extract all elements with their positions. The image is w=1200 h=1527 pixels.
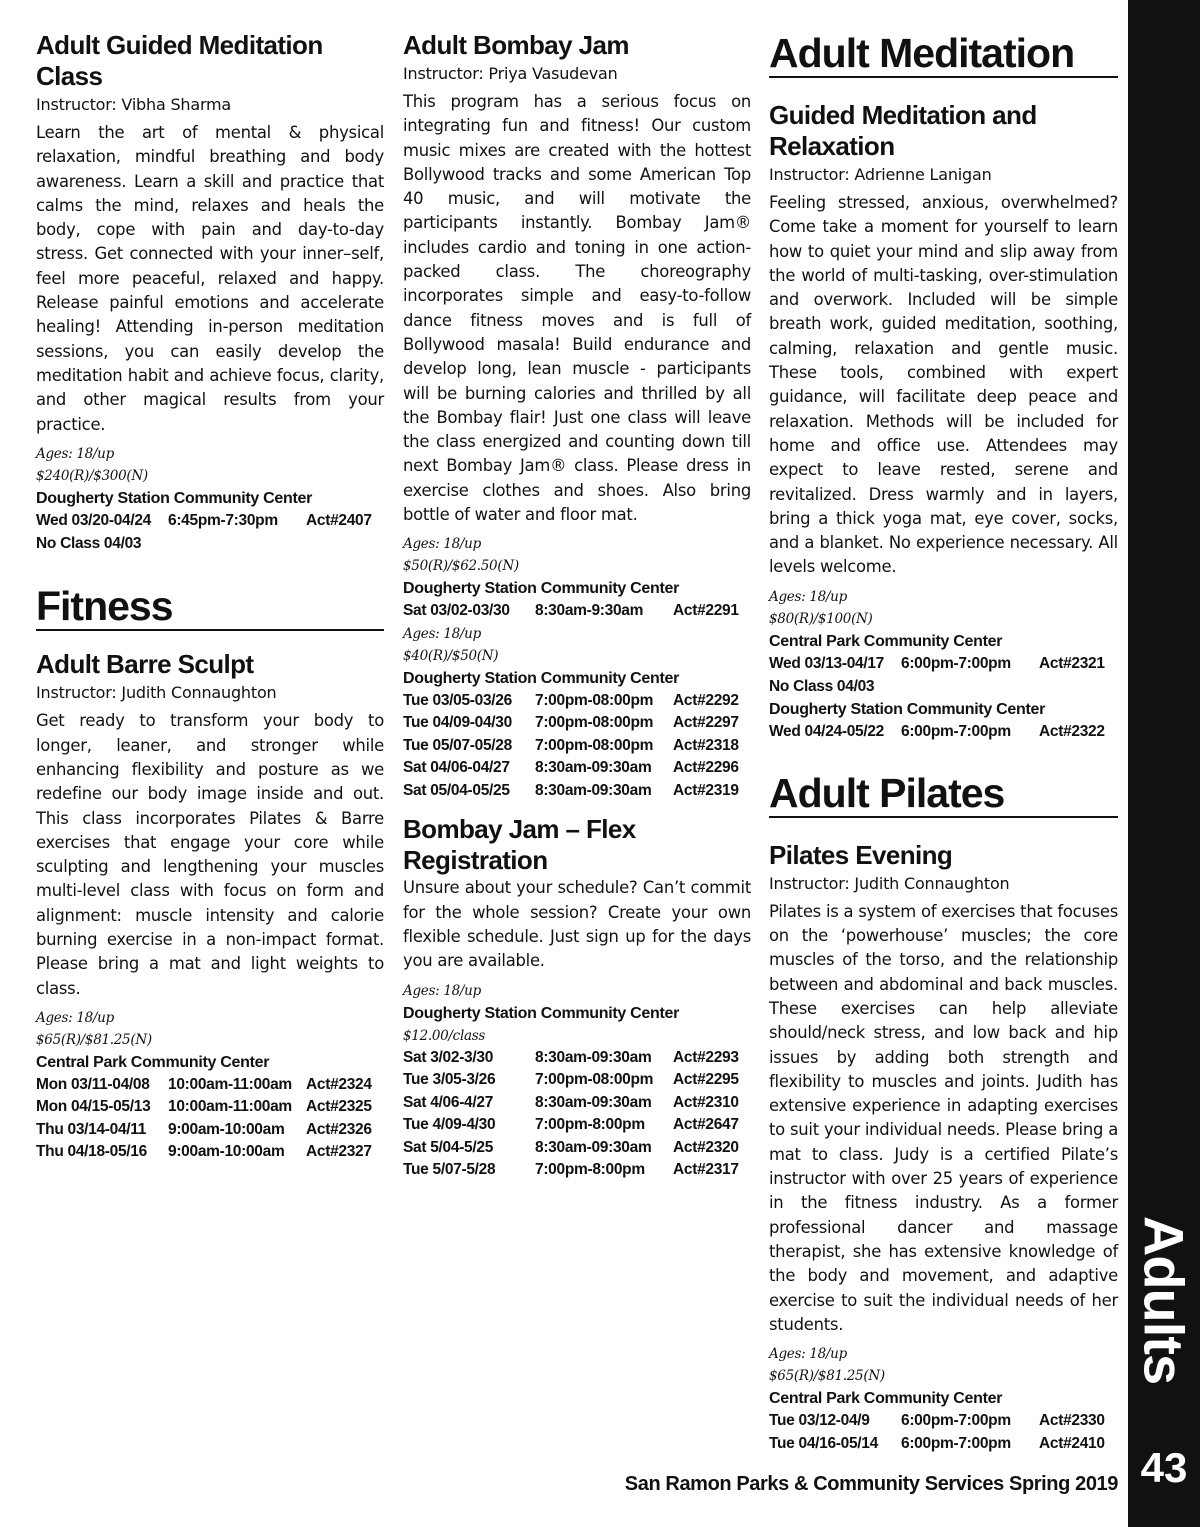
session-time: 8:30am-9:30am [535, 602, 644, 620]
session-row [403, 780, 751, 803]
activity-number: Act#2319 [673, 781, 739, 799]
activity-number: Act#2317 [673, 1161, 739, 1179]
class-title: Pilates Evening [769, 839, 953, 870]
session-row [403, 735, 751, 758]
session-time: 6:00pm-7:00pm [901, 1412, 1011, 1430]
session-days: Sat 3/02-3/30 [403, 1048, 494, 1066]
ages: Ages: 18/up [36, 445, 114, 462]
session-days: Sat 4/06-4/27 [403, 1093, 494, 1111]
ages: Ages: 18/up [403, 536, 481, 553]
column-right [769, 30, 1118, 1455]
class-description: Get ready to transform your body to longer, leaner, and stronger while enhancing flexibility and posture as we redefine our body image inside and out. This class incorporates Pilates & Barre exercises that engage your core while sculpting and lengthening your muscles multi-level class with focus on form and alignment: muscle intensity and calorie burning exercise in a non-impact format. Please bring a mat and light weights to class. [36, 711, 384, 998]
section-heading: Adult Pilates [769, 770, 1118, 818]
session-time: 7:00pm-8:00pm [535, 1161, 645, 1179]
session-days: Tue 3/05-3/26 [403, 1071, 496, 1089]
location: Central Park Community Center [769, 1390, 1003, 1408]
location: Dougherty Station Community Center [403, 580, 680, 598]
activity-number: Act#2410 [1039, 1434, 1105, 1452]
activity-number: Act#2324 [306, 1075, 372, 1093]
session-days: Tue 03/12-04/9 [769, 1412, 870, 1430]
session-row [403, 1114, 751, 1137]
section-heading: Adult Meditation [769, 30, 1118, 78]
session-time: 8:30am-09:30am [535, 759, 652, 777]
instructor: Instructor: Judith Connaughton [36, 683, 277, 703]
session-days: Sat 5/04-5/25 [403, 1138, 494, 1156]
session-time: 9:00am-10:00am [168, 1120, 285, 1138]
session-days: Wed 04/24-05/22 [769, 723, 884, 741]
session-days: Sat 03/02-03/30 [403, 602, 510, 620]
session-time: 8:30am-09:30am [535, 1138, 652, 1156]
class-description: Pilates is a system of exercises that focuses on the ‘powerhouse’ muscles; the core muscles of the torso, and the relationship between and abdominal and back muscles. These exercises can help alleviate should/neck stress, and low back and hip issues by adding both strength and flexibility to muscles and joints. Judith has extensive experience in adapting exercises to suit your individual needs. Please bring a mat to class. Judy is a certified Pilate’s instructor with over 25 years of experience in the fitness industry. As a former professional dancer and massage therapist, she has extensive knowledge of the body and movement, and adaptive exercise to suit the individual needs of her students. [769, 901, 1118, 1334]
ages: Ages: 18/up [36, 1009, 114, 1026]
session-time: 7:00pm-08:00pm [535, 1071, 654, 1089]
instructor: Instructor: Adrienne Lanigan [769, 165, 992, 184]
page-number: 43 [1140, 1444, 1188, 1491]
activity-number: Act#2292 [673, 691, 739, 709]
instructor: Instructor: Judith Connaughton [769, 873, 1010, 893]
activity-number: Act#2318 [673, 736, 739, 754]
session-days: Tue 4/09-4/30 [403, 1116, 496, 1134]
session-row [403, 1047, 751, 1070]
session-days: Wed 03/20-04/24 [36, 511, 151, 529]
session-days: Mon 03/11-04/08 [36, 1075, 150, 1093]
session-time: 10:00am-11:00am [168, 1098, 292, 1116]
no-class-note: No Class 04/03 [36, 535, 142, 553]
class-description: Learn the art of mental & physical relaxation, mindful breathing and body awareness. Learn a skill and practice that calms the mind, relaxes and heals the body, cope with pain and day-to-day stress. Get connected with your inner–self, feel more peaceful, relaxed and happy. Release painful emotions and accelerate healing! Attending in-person meditation sessions, you can easily develop the meditation habit and achieve focus, clarity, and other magical results from your practice. [36, 123, 384, 434]
activity-number: Act#2293 [673, 1048, 739, 1066]
session-row [403, 757, 751, 780]
fee: $12.00/class [403, 1027, 485, 1044]
session-row [403, 1137, 751, 1160]
session-days: Tue 04/16-05/14 [769, 1434, 878, 1452]
activity-number: Act#2321 [1039, 654, 1105, 672]
activity-number: Act#2330 [1039, 1412, 1105, 1430]
session-days: Sat 04/06-04/27 [403, 759, 510, 777]
fee: $65(R)/$81.25(N) [36, 1031, 152, 1048]
fee: $80(R)/$100(N) [769, 610, 873, 627]
section-tab [1128, 1180, 1200, 1420]
session-row [769, 721, 1118, 744]
session-row [36, 1096, 384, 1119]
section-tab-label: Adults [1132, 1215, 1196, 1385]
ages: Ages: 18/up [403, 625, 481, 642]
session-row [36, 510, 384, 533]
class-description: This program has a serious focus on integrating fun and fitness! Our custom music mixes are created with the hottest Bollywood tracks and some American Top 40 music, and will motivate the participants instantly. Bombay Jam® includes cardio and toning in one action-packed class. The choreography incorporates simple and easy-to-follow dance fitness moves and is full of Bollywood masala! Build endurance and develop long, lean muscle - participants will be burning calories and thrilled by all the Bombay flair! Just one class will leave the class energized and counting down till next Bombay Jam® class. Please dress in exercise clothes and shoes. Also bring bottle of water and floor mat. [403, 92, 751, 525]
session-time: 7:00pm-08:00pm [535, 714, 654, 732]
location: Dougherty Station Community Center [769, 701, 1046, 719]
activity-number: Act#2310 [673, 1093, 739, 1111]
instructor: Instructor: Priya Vasudevan [403, 64, 618, 83]
session-row [403, 1069, 751, 1092]
instructor: Instructor: Vibha Sharma [36, 95, 232, 114]
session-days: Mon 04/15-05/13 [36, 1098, 151, 1116]
session-row [36, 1119, 384, 1142]
session-time: 6:45pm-7:30pm [168, 511, 278, 529]
location: Central Park Community Center [769, 632, 1003, 650]
class-title: Bombay Jam – Flex Registration [403, 814, 636, 876]
location: Dougherty Station Community Center [403, 669, 680, 687]
session-days: Tue 04/09-04/30 [403, 714, 512, 732]
activity-number: Act#2325 [306, 1098, 372, 1116]
class-title: Adult Guided Meditation Class [36, 30, 323, 91]
session-days: Thu 03/14-04/11 [36, 1120, 147, 1138]
activity-number: Act#2327 [306, 1143, 372, 1161]
section-heading: Fitness [36, 583, 384, 631]
location: Dougherty Station Community Center [403, 1004, 680, 1022]
class-description: Unsure about your schedule? Can’t commit for the whole session? Create your own flexible schedule. Just sign up for the days you are available. [403, 878, 751, 971]
session-time: 8:30am-09:30am [535, 1093, 652, 1111]
ages: Ages: 18/up [403, 982, 481, 999]
session-row [403, 1159, 751, 1182]
column-left [36, 30, 384, 1164]
fee: $65(R)/$81.25(N) [769, 1368, 885, 1385]
session-time: 7:00pm-08:00pm [535, 736, 654, 754]
class-title: Guided Meditation and Relaxation [769, 100, 1037, 161]
session-row [403, 712, 751, 735]
location: Dougherty Station Community Center [36, 489, 313, 507]
session-days: Wed 03/13-04/17 [769, 654, 884, 672]
activity-number: Act#2407 [306, 511, 372, 529]
column-middle [403, 30, 751, 1182]
session-row [36, 1141, 384, 1164]
ages: Ages: 18/up [769, 588, 847, 605]
session-days: Tue 05/07-05/28 [403, 736, 512, 754]
class-title: Adult Bombay Jam [403, 30, 629, 60]
activity-number: Act#2295 [673, 1071, 739, 1089]
activity-number: Act#2297 [673, 714, 739, 732]
fee: $240(R)/$300(N) [36, 467, 148, 484]
class-title: Adult Barre Sculpt [36, 649, 254, 680]
session-time: 7:00pm-08:00pm [535, 691, 654, 709]
fee: $40(R)/$50(N) [403, 647, 499, 664]
session-row [403, 690, 751, 713]
session-days: Thu 04/18-05/16 [36, 1143, 147, 1161]
session-days: Sat 05/04-05/25 [403, 781, 510, 799]
page-footer: San Ramon Parks & Community Services Spring 2019 [624, 1473, 1118, 1495]
no-class-note: No Class 04/03 [769, 678, 875, 696]
activity-number: Act#2320 [673, 1138, 739, 1156]
session-time: 6:00pm-7:00pm [901, 1434, 1011, 1452]
session-time: 6:00pm-7:00pm [901, 654, 1011, 672]
activity-number: Act#2647 [673, 1116, 739, 1134]
session-row [403, 600, 751, 623]
activity-number: Act#2291 [673, 602, 739, 620]
activity-number: Act#2322 [1039, 723, 1105, 741]
session-time: 10:00am-11:00am [168, 1075, 292, 1093]
session-row [36, 1074, 384, 1097]
session-row [769, 1433, 1118, 1456]
session-time: 7:00pm-8:00pm [535, 1116, 645, 1134]
class-description: Feeling stressed, anxious, overwhelmed? Come take a moment for yourself to learn how to quiet your mind and slip away from the world of multi-tasking, over-stimulation and overwork. Included will be simple breath work, guided meditation, soothing, calming, relaxation and gentle music. These tools, combined with expert guidance, will facilitate deep peace and relaxation. Methods will be included for home and office use. Attendees may expect to leave rested, serene and revitalized. Dress warmly and in layers, bring a thick yoga mat, eye cover, socks, and a blanket. No experience necessary. All levels welcome. [769, 193, 1118, 577]
activity-number: Act#2296 [673, 759, 739, 777]
session-days: Tue 5/07-5/28 [403, 1161, 496, 1179]
session-row [403, 1092, 751, 1115]
location: Central Park Community Center [36, 1053, 270, 1071]
session-row [769, 653, 1118, 676]
session-time: 9:00am-10:00am [168, 1143, 285, 1161]
session-time: 6:00pm-7:00pm [901, 723, 1011, 741]
ages: Ages: 18/up [769, 1346, 847, 1363]
session-days: Tue 03/05-03/26 [403, 691, 512, 709]
session-time: 8:30am-09:30am [535, 781, 652, 799]
fee: $50(R)/$62.50(N) [403, 558, 519, 575]
session-row [769, 1410, 1118, 1433]
session-time: 8:30am-09:30am [535, 1048, 652, 1066]
activity-number: Act#2326 [306, 1120, 372, 1138]
